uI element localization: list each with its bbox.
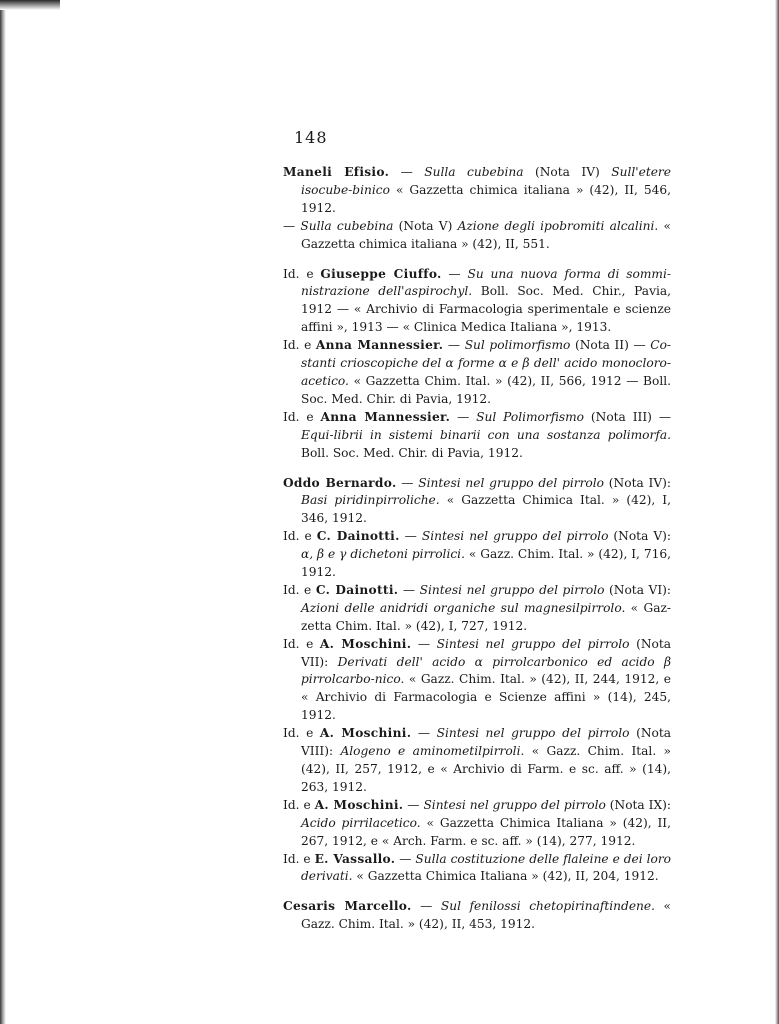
bibliography-group bbox=[283, 164, 671, 254]
entry-separator: — bbox=[411, 726, 437, 741]
entry-title: Sintesi nel gruppo del pirrolo bbox=[436, 636, 630, 651]
entry-author: C. Dainotti. bbox=[316, 529, 400, 544]
entry-note: (Nota VI): bbox=[604, 582, 672, 597]
entry-prefix: Id. e bbox=[283, 338, 316, 353]
entry-prefix: Id. e bbox=[283, 582, 316, 597]
entry-note: (Nota IV): bbox=[604, 475, 671, 490]
entry-source: « Gazz. Chim. Ital. » (42), II, 244, 1912, e « Archivio di Farmacologia e Scienze affini » (14), 245, 1912. bbox=[301, 672, 671, 723]
entry-source: « Gazzetta Chimica Italiana » (42), II, 267, 1912, e « Arch. Farm. e sc. aff. » (14), 277, 1912. bbox=[301, 815, 671, 848]
bibliography-entry bbox=[283, 636, 671, 726]
entry-subtitle: Equi-librii in sistemi binarii con una sostanza polimorfa. bbox=[301, 427, 671, 442]
entry-title: Sul fenilossi chetopirinaftindene. bbox=[440, 899, 655, 914]
entry-prefix: Id. e bbox=[283, 266, 321, 281]
entry-author: Anna Mannessier. bbox=[320, 409, 451, 424]
entry-subtitle: Basi piridinpirroliche. bbox=[301, 493, 440, 508]
scan-edge-right bbox=[775, 0, 779, 1024]
entry-title: Sul polimorfismo bbox=[464, 338, 571, 353]
entry-author: Cesaris Marcello. bbox=[283, 899, 412, 914]
entry-note: (Nota VII): bbox=[301, 636, 672, 669]
entry-note: (Nota IV) bbox=[523, 165, 612, 179]
bibliography-entry bbox=[283, 797, 671, 851]
entry-source: « Gazzetta Chim. Ital. » (42), II, 566, 1912 — Boll. Soc. Med. Chir. di Pavia, 1912. bbox=[301, 373, 671, 406]
scan-edge-top bbox=[0, 0, 60, 10]
entry-author: Giuseppe Ciuffo. bbox=[320, 266, 442, 281]
entry-separator: — bbox=[411, 636, 437, 651]
entry-prefix: Id. e bbox=[283, 726, 320, 741]
entry-source: « Gazz. Chim. Ital. » (42), I, 716, 1912. bbox=[301, 547, 671, 580]
bibliography-entry bbox=[283, 337, 671, 409]
entry-subtitle: Azioni delle anidridi organiche sul magnesilpirrolo. bbox=[301, 600, 626, 615]
bibliography-entry bbox=[283, 725, 671, 797]
entry-title: Sintesi nel gruppo del pirrolo bbox=[418, 475, 605, 490]
bibliography-entry bbox=[283, 164, 671, 218]
entry-subtitle: Azione degli ipobromiti alcalini. bbox=[457, 218, 659, 233]
entry-source: Boll. Soc. Med. Chir. di Pavia, 1912. bbox=[301, 445, 523, 460]
entry-author: A. Moschini. bbox=[319, 726, 412, 741]
entry-subtitle: Co-stanti crioscopiche del α forme α e β dell' acido monocloro-acetico. bbox=[301, 338, 672, 388]
entry-separator: — bbox=[450, 409, 477, 424]
entry-title: Sintesi nel gruppo del pirrolo bbox=[436, 726, 630, 741]
bibliography-entry bbox=[283, 218, 671, 254]
entry-separator: — bbox=[441, 266, 468, 281]
entry-separator: — bbox=[398, 582, 420, 597]
scan-edge-left bbox=[0, 0, 6, 1024]
entry-separator: — bbox=[399, 529, 422, 544]
bibliography-list bbox=[283, 164, 671, 946]
entry-author: Maneli Efisio. bbox=[283, 165, 390, 179]
entry-author: Oddo Bernardo. bbox=[283, 475, 397, 490]
bibliography-entry bbox=[283, 409, 671, 463]
entry-source: « Gaz-zetta Chim. Ital. » (42), I, 727, 1912. bbox=[301, 600, 671, 633]
page-number: 148 bbox=[294, 128, 328, 147]
entry-source: « Gazz. Chim. Ital. » (42), II, 257, 1912, e « Archivio di Farm. e sc. aff. » (14), 263, 1912. bbox=[301, 744, 671, 794]
entry-separator: — bbox=[396, 475, 419, 490]
bibliography-entry bbox=[283, 475, 671, 529]
entry-prefix: Id. e bbox=[283, 851, 315, 866]
entry-author: A. Moschini. bbox=[319, 636, 412, 651]
bibliography-entry bbox=[283, 898, 671, 934]
entry-source: Boll. Soc. Med. Chir., Pavia, 1912 — « Archivio di Farmacologia sperimentale e scienze affini », 1913 — « Clinica Medica Italiana », 1913. bbox=[301, 284, 671, 335]
entry-title: Sintesi nel gruppo del pirrolo bbox=[419, 582, 605, 597]
entry-note: (Nota II) — bbox=[570, 338, 651, 353]
entry-title: Sintesi nel gruppo del pirrolo bbox=[423, 797, 606, 812]
entry-prefix: Id. e bbox=[283, 409, 321, 424]
bibliography-group bbox=[283, 475, 671, 887]
entry-subtitle: Sull'etere isocube-binico bbox=[301, 165, 671, 197]
entry-source: « Gazz. Chim. Ital. » (42), II, 453, 1912. bbox=[301, 899, 671, 932]
entry-author: A. Moschini. bbox=[314, 797, 404, 812]
entry-title: Sul Polimorfismo bbox=[476, 409, 584, 424]
entry-separator: — bbox=[443, 338, 465, 353]
entry-title: Sulla cubebina bbox=[300, 218, 394, 233]
entry-title: Su una nuova forma di sommi-nistrazione dell'aspirochyl. bbox=[301, 266, 671, 299]
bibliography-group bbox=[283, 266, 671, 463]
bibliography-entry bbox=[283, 582, 671, 636]
entry-source: « Gazzetta chimica italiana » (42), II, 551. bbox=[301, 218, 671, 251]
entry-title: Sulla cubebina bbox=[424, 165, 524, 179]
entry-source: « Gazzetta Chimica Italiana » (42), II, 204, 1912. bbox=[352, 869, 659, 884]
entry-prefix: Id. e bbox=[283, 797, 315, 812]
entry-note: (Nota V): bbox=[608, 529, 672, 544]
entry-subtitle: Alogeno e aminometilpirroli. bbox=[340, 744, 525, 759]
entry-note: (Nota VIII): bbox=[301, 726, 672, 759]
entry-note: (Nota V) bbox=[393, 218, 458, 233]
entry-subtitle: Derivati dell' acido α pirrolcarbonico ed acido β pirrolcarbo-nico. bbox=[301, 654, 671, 687]
entry-author: E. Vassallo. bbox=[314, 851, 396, 866]
entry-note: (Nota IX): bbox=[605, 797, 671, 812]
entry-prefix: Id. e bbox=[283, 636, 320, 651]
entry-subtitle: α, β e γ dichetoni pirrolici. bbox=[301, 547, 465, 562]
bibliography-entry bbox=[283, 266, 671, 338]
entry-note: (Nota III) — bbox=[584, 409, 672, 424]
entry-separator: — bbox=[395, 851, 416, 866]
entry-separator: — bbox=[411, 899, 441, 914]
entry-source: « Gazzetta chimica italiana » (42), II, 546, 1912. bbox=[301, 182, 671, 215]
entry-prefix: — bbox=[283, 218, 301, 233]
entry-subtitle: Acido pirrilacetico. bbox=[301, 815, 421, 830]
bibliography-group bbox=[283, 898, 671, 934]
bibliography-entry bbox=[283, 528, 671, 582]
entry-source: « Gazzetta Chimica Ital. » (42), I, 346, 1912. bbox=[301, 493, 671, 526]
entry-separator: — bbox=[389, 165, 425, 179]
entry-title: Sintesi nel gruppo del pirrolo bbox=[421, 529, 609, 544]
entry-author: Anna Mannessier. bbox=[315, 338, 444, 353]
entry-prefix: Id. e bbox=[283, 529, 317, 544]
entry-separator: — bbox=[403, 797, 424, 812]
entry-author: C. Dainotti. bbox=[315, 582, 399, 597]
bibliography-entry bbox=[283, 851, 671, 887]
entry-title: Sulla costituzione delle flaleine e dei loro derivati. bbox=[301, 851, 671, 884]
